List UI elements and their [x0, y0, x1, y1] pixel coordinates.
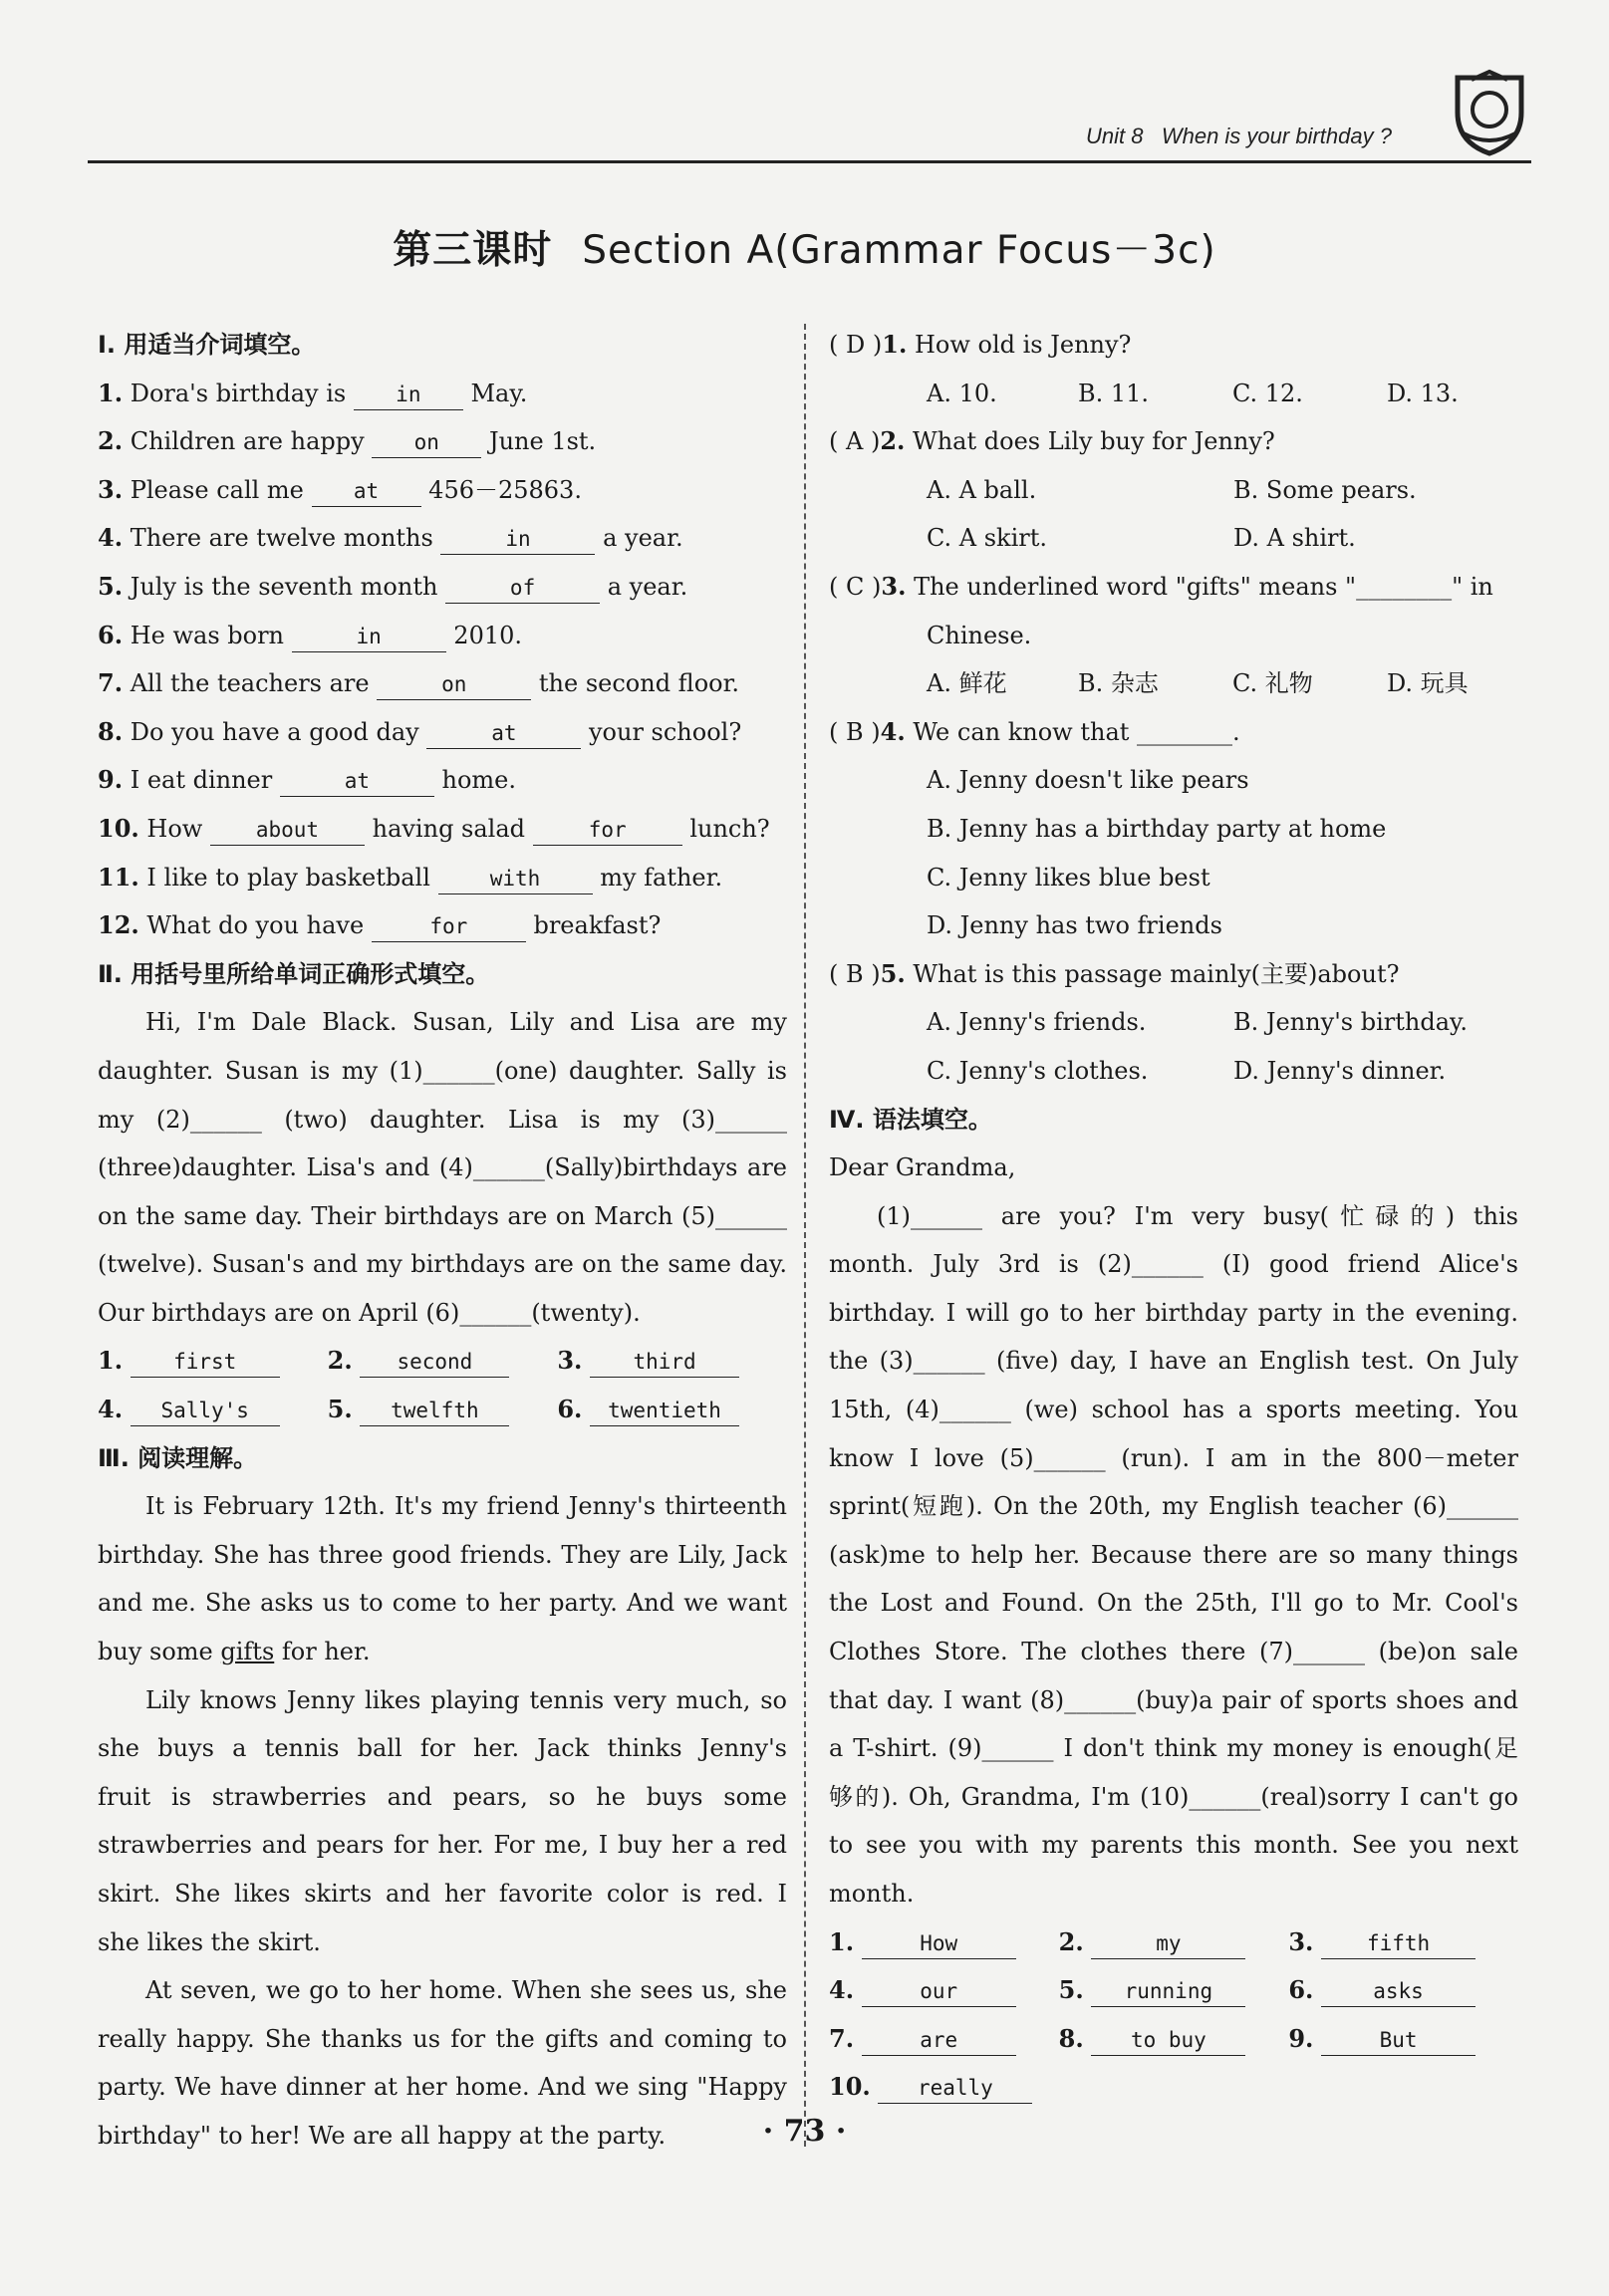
option: D. Jenny's dinner.	[1233, 1056, 1447, 1085]
exercise-item: 11. I like to play basketball with my father.	[98, 854, 787, 902]
answer-blank: third	[590, 1347, 739, 1378]
passage-line: strawberries and pears for her. For me, I buy her a red	[98, 1831, 787, 1860]
passage-line: fruit is strawberries and pears, so he buys some	[98, 1782, 787, 1811]
exercise-item: 5. July is the seventh month of a year.	[98, 563, 787, 612]
answer-row: 4. our 5. running 6. asks	[829, 1966, 1518, 2015]
option-row	[829, 756, 1518, 805]
option: A. 10.	[927, 379, 997, 407]
header-rule	[88, 160, 1531, 163]
exercise-item: 8. Do you have a good day at your school?	[98, 708, 787, 757]
passage-line: (three)daughter. Lisa's and (4)______(Sally)birthdays are	[98, 1153, 787, 1182]
option: D. 13.	[1387, 379, 1459, 407]
lesson-title	[0, 219, 1609, 275]
part2-heading: Ⅱ. 用括号里所给单词正确形式填空。	[98, 959, 490, 988]
question-answer: D	[846, 331, 866, 359]
answer-blank: fifth	[1321, 1928, 1475, 1959]
passage-line: birthday. I will go to her birthday party in the evening.	[829, 1298, 1518, 1327]
option: B. 杂志	[1078, 669, 1159, 698]
answer-row: 1. first 2. second 3. third	[98, 1337, 787, 1386]
publisher-shield-icon	[1450, 68, 1529, 157]
option: C. 礼物	[1232, 669, 1313, 698]
answer-blank: in	[440, 524, 595, 555]
answer-row: 7. are 8. to buy 9. But	[829, 2015, 1518, 2064]
right-column	[829, 321, 1518, 2112]
passage-line: my (2)______ (two) daughter. Lisa is my (3)______	[98, 1105, 787, 1134]
passage-line: Clothes Store. The clothes there (7)______ (be)on sale	[829, 1638, 1518, 1666]
exercise-item: 6. He was born in 2010.	[98, 612, 787, 660]
passage-line: buy some gifts for her.	[98, 1638, 371, 1666]
option-row	[829, 901, 1518, 950]
option: C. A skirt.	[927, 524, 1048, 553]
answer-blank: twelfth	[360, 1396, 509, 1426]
option-row	[829, 998, 1518, 1047]
passage-line: to see you with my parents this month. See you next	[829, 1831, 1518, 1860]
passage-line: birthday" to her! We are all happy at the party.	[98, 2121, 667, 2150]
option: C. Jenny likes blue best	[927, 863, 1210, 892]
answer-row: 1. How 2. my 3. fifth	[829, 1918, 1518, 1967]
part3-heading: Ⅲ. 阅读理解。	[98, 1443, 258, 1472]
exercise-item: 9. I eat dinner at home.	[98, 756, 787, 805]
option: D. A shirt.	[1233, 524, 1356, 553]
answer-blank: our	[862, 1976, 1016, 2007]
option-row	[829, 659, 1518, 708]
option: D. 玩具	[1387, 669, 1469, 698]
passage-line: party. We have dinner at her home. And we sing "Happy	[98, 2073, 787, 2102]
option: C. Jenny's clothes.	[927, 1056, 1149, 1085]
passage-line: At seven, we go to her home. When she sees us, she	[145, 1976, 787, 2005]
passage-line: daughter. Susan is my (1)______(one) daughter. Sally is	[98, 1056, 787, 1085]
passage-line: (ask)me to help her. Because there are so many things	[829, 1540, 1518, 1569]
question: ( C )3. The underlined word "gifts" means "________" in	[829, 571, 1493, 601]
option: C. 12.	[1232, 379, 1303, 407]
passage-line: she likes the skirt.	[98, 1927, 321, 1956]
option: D. Jenny has two friends	[927, 911, 1222, 940]
question: ( B )4. We can know that ________.	[829, 716, 1240, 746]
answer-blank: really	[878, 2073, 1032, 2104]
answer-blank: twentieth	[590, 1396, 739, 1426]
passage-line: a T-shirt. (9)______ I don't think my money is enough(足	[829, 1734, 1518, 1763]
exercise-item: 10. How about having salad for lunch?	[98, 805, 787, 854]
passage-line: month.	[829, 1880, 915, 1908]
underlined-word: gifts	[220, 1638, 275, 1666]
answer-row: 4. Sally's 5. twelfth 6. twentieth	[98, 1386, 787, 1434]
question: ( D )1. How old is Jenny?	[829, 330, 1132, 359]
passage-line: skirt. She likes skirts and her favorite color is red. I	[98, 1880, 787, 1908]
answer-blank: running	[1091, 1976, 1245, 2007]
option: A. A ball.	[927, 475, 1037, 504]
answer-blank: Sally's	[131, 1396, 280, 1426]
answer-blank: for	[372, 911, 526, 942]
passage-line: birthday. She has three good friends. They are Lily, Jack	[98, 1540, 787, 1569]
passage-line: the (3)______ (five) day, I have an English test. On July	[829, 1347, 1518, 1376]
passage-line: really happy. She thanks us for the gifts and coming to	[98, 2024, 787, 2053]
option-row	[829, 854, 1518, 902]
passage-line: and me. She asks us to come to her party. And we want	[98, 1589, 787, 1618]
question-answer: B	[846, 717, 864, 746]
question-continued: Chinese.	[927, 621, 1032, 649]
option-row	[829, 514, 1518, 563]
lesson-number: 第三课时	[393, 228, 553, 273]
option: B. Jenny's birthday.	[1233, 1008, 1469, 1037]
exercise-item: 3. Please call me at 456－25863.	[98, 466, 787, 515]
left-column	[98, 321, 787, 2161]
part4-heading: Ⅳ. 语法填空。	[829, 1105, 992, 1134]
letter-greeting: Dear Grandma,	[829, 1153, 1016, 1182]
option: A. Jenny's friends.	[927, 1008, 1147, 1037]
question-answer: C	[846, 572, 865, 601]
passage-line: (twelve). Susan's and my birthdays are on the same day.	[98, 1250, 787, 1279]
answer-blank: at	[426, 718, 581, 749]
page-number: · 73 ·	[762, 2114, 847, 2149]
answer-blank: to buy	[1091, 2025, 1245, 2056]
passage-line: Lily knows Jenny likes playing tennis very much, so	[145, 1685, 787, 1714]
passage-line: sprint(短跑). On the 20th, my English teacher (6)______	[829, 1492, 1518, 1521]
section-title: Section A(Grammar Focus－3c)	[582, 228, 1216, 273]
question-answer: A	[846, 427, 864, 456]
exercise-item: 4. There are twelve months in a year.	[98, 514, 787, 563]
answer-blank: in	[354, 380, 463, 410]
passage-line: Hi, I'm Dale Black. Susan, Lily and Lisa are my	[145, 1008, 787, 1037]
option: B. Jenny has a birthday party at home	[927, 814, 1387, 843]
exercise-item: 12. What do you have for breakfast?	[98, 901, 787, 950]
column-divider	[804, 324, 806, 2147]
unit-topic: When is your birthday ?	[1161, 124, 1392, 148]
answer-blank: first	[131, 1347, 280, 1378]
answer-blank: for	[533, 815, 682, 846]
answer-blank: But	[1321, 2025, 1475, 2056]
option-row	[829, 805, 1518, 854]
passage-line: she buys a tennis ball for her. Jack thinks Jenny's	[98, 1734, 787, 1763]
question: ( B )5. What is this passage mainly(主要)about?	[829, 958, 1400, 988]
answer-blank: about	[210, 815, 365, 846]
answer-blank: on	[372, 427, 481, 458]
answer-blank: are	[862, 2025, 1016, 2056]
passage-line: Our birthdays are on April (6)______(twenty).	[98, 1298, 641, 1327]
option-row	[829, 1047, 1518, 1096]
answer-blank: on	[377, 669, 531, 700]
option: A. Jenny doesn't like pears	[927, 766, 1249, 795]
question: ( A )2. What does Lily buy for Jenny?	[829, 426, 1275, 456]
answer-blank: with	[438, 864, 593, 894]
passage-line: month. July 3rd is (2)______ (I) good friend Alice's	[829, 1250, 1518, 1279]
passage-line: the Lost and Found. On the 25th, I'll go to Mr. Cool's	[829, 1589, 1518, 1618]
answer-blank: in	[292, 622, 446, 652]
passage-line: 够的). Oh, Grandma, I'm (10)______(real)sorry I can't go	[829, 1782, 1518, 1811]
option-row	[829, 370, 1518, 418]
answer-blank: How	[862, 1928, 1016, 1959]
exercise-item: 2. Children are happy on June 1st.	[98, 417, 787, 466]
option: A. 鲜花	[927, 669, 1007, 698]
option: B. Some pears.	[1233, 475, 1417, 504]
passage-line: It is February 12th. It's my friend Jenny's thirteenth	[145, 1492, 787, 1521]
passage-line: 15th, (4)______ (we) school has a sports meeting. You	[829, 1396, 1518, 1424]
question-answer: B	[846, 959, 864, 988]
answer-blank: at	[280, 766, 434, 797]
exercise-item: 1. Dora's birthday is in May.	[98, 370, 787, 418]
answer-blank: asks	[1321, 1976, 1475, 2007]
unit-label: Unit 8	[1086, 124, 1144, 148]
exercise-item: 7. All the teachers are on the second floor.	[98, 659, 787, 708]
answer-row: 10. really	[829, 2063, 1518, 2112]
option: B. 11.	[1078, 379, 1150, 407]
passage-line: that day. I want (8)______(buy)a pair of sports shoes and	[829, 1685, 1518, 1714]
passage-line: know I love (5)______ (run). I am in the 800－meter	[829, 1443, 1518, 1472]
running-header	[1086, 124, 1392, 149]
answer-blank: second	[360, 1347, 509, 1378]
passage-line: (1)______ are you? I'm very busy(忙碌的) this	[877, 1201, 1518, 1230]
answer-blank: at	[312, 476, 421, 507]
part1-heading: Ⅰ. 用适当介词填空。	[98, 331, 316, 359]
option-row	[829, 466, 1518, 515]
answer-blank: of	[445, 573, 600, 604]
passage-line: on the same day. Their birthdays are on March (5)______	[98, 1201, 787, 1230]
answer-blank: my	[1091, 1928, 1245, 1959]
